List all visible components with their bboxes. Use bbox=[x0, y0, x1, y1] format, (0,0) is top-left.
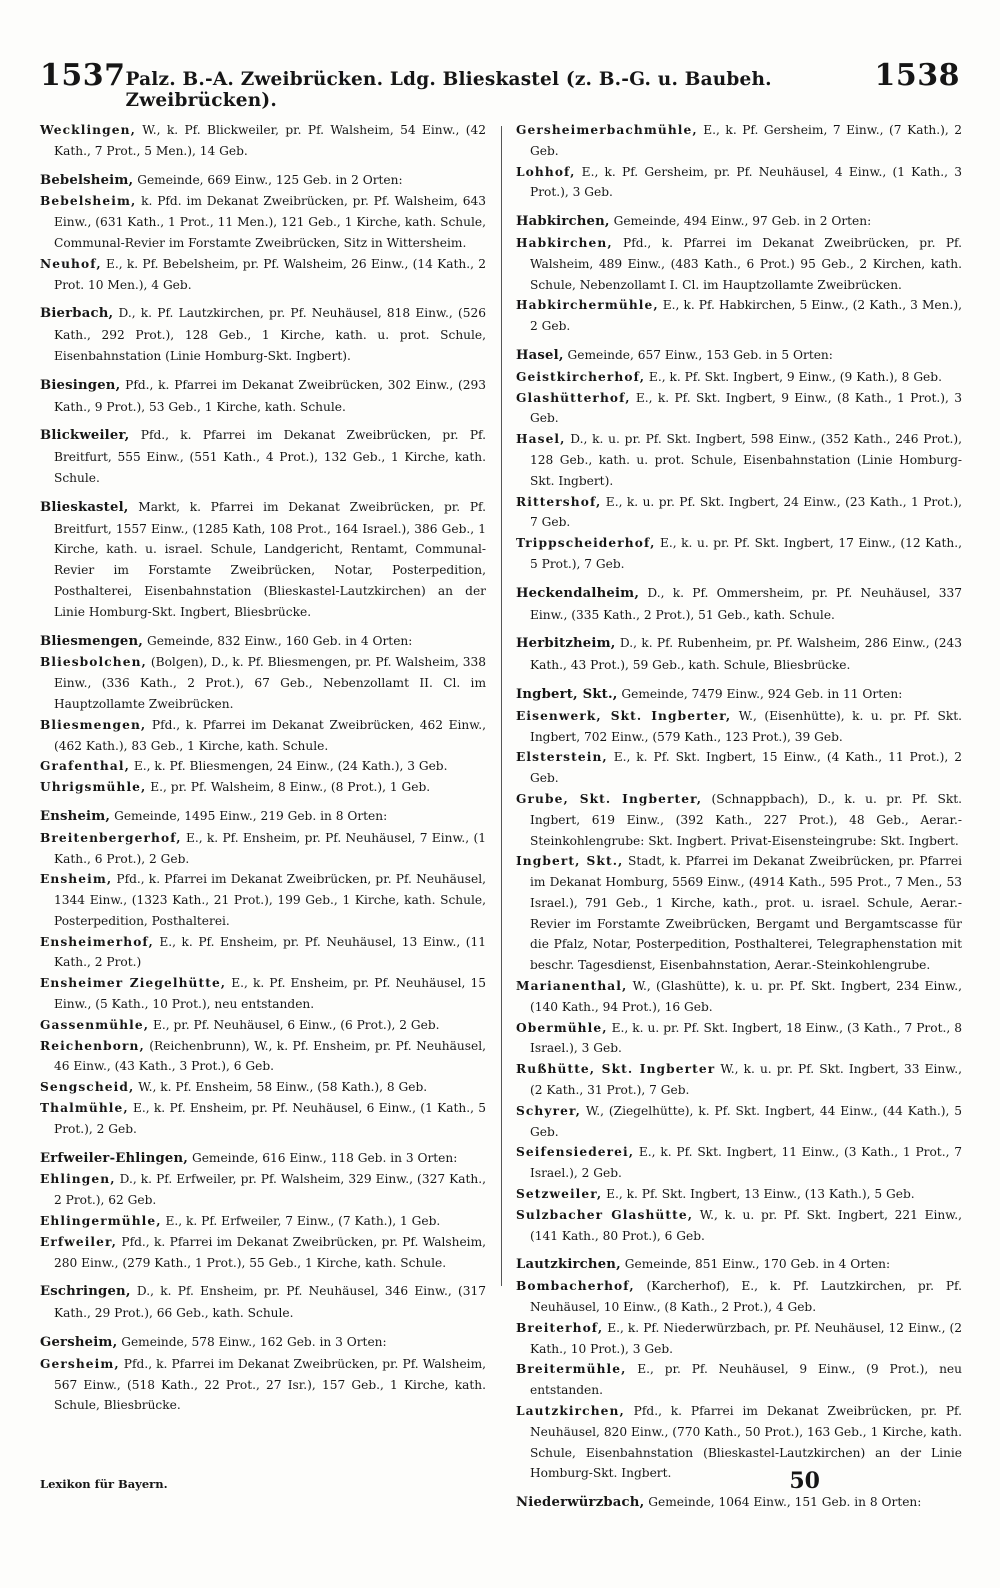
section-entry bbox=[516, 345, 962, 367]
entry-text: E., k. Pf. Skt. Ingbert, 9 Einw., (8 Kath., 1 Prot.), 3 Geb. bbox=[530, 390, 962, 426]
section-entry bbox=[516, 583, 962, 626]
entry-headword: Gersheim, bbox=[40, 1356, 120, 1371]
entry-headword: Sengscheid, bbox=[40, 1080, 135, 1095]
gazetteer-entry bbox=[516, 233, 962, 295]
gazetteer-entry bbox=[516, 1101, 962, 1143]
gazetteer-entry bbox=[516, 388, 962, 430]
entry-text: E., k. Pf. Skt. Ingbert, 15 Einw., (4 Kath., 11 Prot.), 2 Geb. bbox=[530, 750, 962, 786]
entry-headword: Hasel, bbox=[516, 432, 566, 447]
gazetteer-entry bbox=[40, 254, 486, 296]
entry-headword: Ensheimerhof, bbox=[40, 934, 154, 949]
entry-headword: Habkirchen, bbox=[516, 235, 613, 250]
entry-headword: Biesingen, bbox=[40, 377, 121, 393]
entry-text: (Schnappbach), D., k. u. pr. Pf. Skt. Ingbert, 619 Einw., (392 Kath., 227 Prot.), 48 Geb., Aerar.-Steinkohlengrube: Skt. Ingbert. Privat-Eisensteingrube: Skt. Ingbert. bbox=[530, 791, 962, 848]
gazetteer-entry bbox=[40, 777, 486, 798]
entry-headword: Sulzbacher Glashütte, bbox=[516, 1207, 694, 1222]
gazetteer-entry bbox=[516, 1018, 962, 1060]
entry-text: E., k. Pf. Bebelsheim, pr. Pf. Walsheim, 26 Einw., (14 Kath., 2 Prot. 10 Men.), 4 Geb. bbox=[54, 256, 486, 292]
entry-headword: Breiterhof, bbox=[516, 1320, 604, 1335]
entry-text: Gemeinde, 7479 Einw., 924 Geb. in 11 Orten: bbox=[617, 686, 903, 701]
entry-headword: Bombacherhof, bbox=[516, 1279, 635, 1294]
page-footer bbox=[40, 1468, 820, 1494]
entry-text: E., k. Pf. Erfweiler, 7 Einw., (7 Kath.), 1 Geb. bbox=[161, 1214, 441, 1229]
footer-lexicon-label: Lexikon für Bayern. bbox=[40, 1477, 168, 1491]
gazetteer-entry bbox=[40, 1211, 486, 1232]
section-entry bbox=[40, 375, 486, 418]
entry-headword: Thalmühle, bbox=[40, 1101, 129, 1116]
gazetteer-entry bbox=[40, 1169, 486, 1211]
gazetteer-entry bbox=[516, 367, 962, 388]
entry-headword: Hasel, bbox=[516, 347, 564, 363]
entry-text: W., k. Pf. Blickweiler, pr. Pf. Walsheim, 54 Einw., (42 Kath., 7 Prot., 5 Men.), 14 Geb. bbox=[54, 123, 486, 158]
section-entry bbox=[40, 303, 486, 366]
entry-text: D., k. Pf. Erfweiler, pr. Pf. Walsheim, 329 Einw., (327 Kath., 2 Prot.), 62 Geb. bbox=[54, 1172, 486, 1208]
entry-headword: Ehlingermühle, bbox=[40, 1214, 162, 1229]
entry-headword: Breitenbergerhof, bbox=[40, 830, 182, 845]
section-entry bbox=[40, 1148, 486, 1170]
gazetteer-entry bbox=[516, 533, 962, 575]
gazetteer-entry bbox=[40, 1015, 486, 1036]
gazetteer-entry bbox=[516, 1142, 962, 1184]
entry-headword: Obermühle, bbox=[516, 1020, 608, 1035]
entry-text: E., pr. Pf. Walsheim, 8 Einw., (8 Prot.), 1 Geb. bbox=[146, 780, 431, 795]
entry-text: E., k. Pf. Ensheim, pr. Pf. Neuhäusel, 15 Einw., (5 Kath., 10 Prot.), neu entstanden. bbox=[54, 976, 487, 1012]
entry-text: Pfd., k. Pfarrei im Dekanat Zweibrücken, 302 Einw., (293 Kath., 9 Prot.), 53 Geb., 1 Kirche, kath. Schule. bbox=[54, 377, 486, 414]
entry-text: E., k. Pf. Gersheim, 7 Einw., (7 Kath.), 2 Geb. bbox=[530, 123, 962, 158]
entry-headword: Ingbert, Skt., bbox=[516, 686, 618, 702]
gazetteer-entry bbox=[40, 1098, 486, 1140]
entry-text: E., k. Pf. Bliesmengen, 24 Einw., (24 Kath.), 3 Geb. bbox=[129, 759, 448, 774]
entry-text: E., k. Pf. Ensheim, pr. Pf. Neuhäusel, 13 Einw., (11 Kath., 2 Prot.) bbox=[54, 934, 486, 970]
gazetteer-entry bbox=[40, 828, 486, 870]
running-header bbox=[40, 58, 960, 111]
gazetteer-entry bbox=[40, 715, 486, 757]
entry-headword: Uhrigsmühle, bbox=[40, 780, 147, 795]
entry-headword: Niederwürzbach, bbox=[516, 1495, 645, 1511]
entry-text: Markt, k. Pfarrei im Dekanat Zweibrücken, pr. Pf. Breitfurt, 1557 Einw., (1285 Kath, 108 Prot., 164 Israel.), 386 Geb., 1 Kirche, kath. u. israel. Schule, Landgericht, Rentamt, Communal-Revier im Forstamte Zweibrücken, Notar, Posterpedition, Posthalterei, Eisenbahnstation (Blieskastel-Lautzkirchen) an der Linie Homburg-Skt. Ingbert, Bliesbrücke. bbox=[54, 499, 486, 619]
entry-headword: Bebelsheim, bbox=[40, 172, 134, 188]
entry-text: Pfd., k. Pfarrei im Dekanat Zweibrücken, pr. Pf. Walsheim, 489 Einw., (483 Kath., 6 Prot.) 95 Geb., 2 Kirchen, kath. Schule, Nebenzollamt I. Cl. im Hauptzollamte Zweibrücken. bbox=[530, 235, 962, 292]
gazetteer-entry bbox=[516, 747, 962, 789]
section-entry bbox=[40, 425, 486, 488]
gazetteer-entry bbox=[516, 789, 962, 851]
entry-text: E., pr. Pf. Neuhäusel, 9 Einw., (9 Prot.), neu entstanden. bbox=[530, 1362, 962, 1398]
entry-text: D., k. Pf. Ensheim, pr. Pf. Neuhäusel, 346 Einw., (317 Kath., 29 Prot.), 66 Geb., kath. Schule. bbox=[54, 1284, 486, 1321]
entry-headword: Lautzkirchen, bbox=[516, 1404, 625, 1419]
entry-text: E., k. Pf. Ensheim, pr. Pf. Neuhäusel, 6 Einw., (1 Kath., 5 Prot.), 2 Geb. bbox=[54, 1101, 486, 1136]
entry-text: W., k. u. pr. Pf. Skt. Ingbert, 221 Einw., (141 Kath., 80 Prot.), 6 Geb. bbox=[530, 1207, 962, 1243]
entry-headword: Ensheim, bbox=[40, 872, 113, 887]
gazetteer-entry bbox=[516, 851, 962, 976]
gazetteer-entry bbox=[516, 1205, 962, 1247]
gazetteer-entry bbox=[516, 429, 962, 491]
entry-text: E., k. Pf. Skt. Ingbert, 13 Einw., (13 Kath.), 5 Geb. bbox=[602, 1187, 915, 1202]
gazetteer-entry bbox=[516, 1184, 962, 1205]
entry-headword: Marianenthal, bbox=[516, 979, 628, 994]
entry-headword: Ingbert, Skt., bbox=[516, 854, 624, 869]
page-number-right: 1538 bbox=[874, 58, 960, 93]
entry-text: (Reichenbrunn), W., k. Pf. Ensheim, pr. Pf. Neuhäusel, 46 Einw., (43 Kath., 3 Prot.), 6 Geb. bbox=[54, 1038, 486, 1074]
entry-headword: Ensheimer Ziegelhütte, bbox=[40, 976, 227, 991]
entry-text: D., k. u. pr. Pf. Skt. Ingbert, 598 Einw., (352 Kath., 246 Prot.), 128 Geb., kath. u. prot. Schule, Eisenbahnstation (Linie Homburg-Skt. Ingbert). bbox=[530, 432, 962, 488]
entry-text: Gemeinde, 616 Einw., 118 Geb. in 3 Orten: bbox=[188, 1150, 458, 1165]
entry-headword: Geistkircherhof, bbox=[516, 369, 646, 384]
gazetteer-entry bbox=[40, 120, 486, 162]
section-entry bbox=[40, 806, 486, 828]
gazetteer-entry bbox=[40, 973, 486, 1015]
entry-headword: Rittershof, bbox=[516, 494, 602, 509]
gazetteer-entry bbox=[40, 1036, 486, 1078]
entry-text: E., k. u. pr. Pf. Skt. Ingbert, 18 Einw., (3 Kath., 7 Prot., 8 Israel.), 3 Geb. bbox=[530, 1020, 962, 1056]
entry-text: Gemeinde, 669 Einw., 125 Geb. in 2 Orten: bbox=[133, 172, 403, 187]
signature-mark: 50 bbox=[789, 1468, 820, 1494]
gazetteer-entry bbox=[516, 120, 962, 162]
entry-text: Pfd., k. Pfarrei im Dekanat Zweibrücken, pr. Pf. Walsheim, 567 Einw., (518 Kath., 22 Prot., 27 Isr.), 157 Geb., 1 Kirche, kath. Schule, Bliesbrücke. bbox=[54, 1356, 486, 1413]
entry-text: (Karcherhof), E., k. Pf. Lautzkirchen, pr. Pf. Neuhäusel, 10 Einw., (8 Kath., 2 Prot.), 4 Geb. bbox=[530, 1279, 962, 1315]
gazetteer-entry bbox=[40, 1077, 486, 1098]
entry-text: E., k. Pf. Niederwürzbach, pr. Pf. Neuhäusel, 12 Einw., (2 Kath., 10 Prot.), 3 Geb. bbox=[530, 1320, 962, 1356]
entry-headword: Ehlingen, bbox=[40, 1172, 116, 1187]
entry-text: Pfd., k. Pfarrei im Dekanat Zweibrücken, pr. Pf. Breitfurt, 555 Einw., (551 Kath., 4 Prot.), 132 Geb., 1 Kirche, kath. Schule. bbox=[54, 428, 486, 485]
header-title: Palz. B.-A. Zweibrücken. Ldg. Blieskastel (z. B.-G. u. Baubeh. Zweibrücken). bbox=[125, 69, 772, 111]
entry-headword: Lohhof, bbox=[516, 164, 576, 179]
entry-headword: Heckendalheim, bbox=[516, 585, 640, 601]
entry-headword: Glashütterhof, bbox=[516, 390, 631, 405]
gazetteer-entry bbox=[516, 295, 962, 337]
entry-text: E., k. u. pr. Pf. Skt. Ingbert, 17 Einw., (12 Kath., 5 Prot.), 7 Geb. bbox=[530, 536, 962, 571]
entry-text: Gemeinde, 1495 Einw., 219 Geb. in 8 Orten: bbox=[110, 808, 388, 823]
entry-headword: Bliesmengen, bbox=[40, 633, 144, 649]
gazetteer-entry bbox=[516, 1276, 962, 1318]
entry-headword: Wecklingen, bbox=[40, 123, 136, 137]
entry-text: E., k. Pf. Skt. Ingbert, 9 Einw., (9 Kath.), 8 Geb. bbox=[645, 369, 942, 384]
section-entry bbox=[516, 1254, 962, 1276]
entry-text: Stadt, k. Pfarrei im Dekanat Zweibrücken, pr. Pfarrei im Dekanat Homburg, 5569 Einw., (4914 Kath., 595 Prot., 7 Men., 53 Israel.), 791 Geb., 1 Kirche, kath., prot. u. israel. Schule, Aerar.-Revier im Forstamte Zweibrücken, Bergamt und Bergamtscasse für die Pfalz, Notar, Posterpedition, Posthalterei, Telegraphenstation mit beschr. Tagesdienst, Eisenbahnstation, Aerar.-Steinkohlengrube. bbox=[530, 854, 962, 973]
entry-text: Gemeinde, 851 Einw., 170 Geb. in 4 Orten: bbox=[620, 1257, 891, 1272]
section-entry bbox=[516, 1492, 962, 1514]
entry-text: W., k. Pf. Ensheim, 58 Einw., (58 Kath.), 8 Geb. bbox=[134, 1080, 428, 1095]
entry-text: Gemeinde, 1064 Einw., 151 Geb. in 8 Orten: bbox=[644, 1495, 922, 1510]
entry-headword: Setzweiler, bbox=[516, 1187, 603, 1202]
entry-headword: Bebelsheim, bbox=[40, 194, 137, 209]
section-entry bbox=[40, 1332, 486, 1354]
entry-headword: Breitermühle, bbox=[516, 1362, 627, 1377]
entry-text: D., k. Pf. Rubenheim, pr. Pf. Walsheim, 286 Einw., (243 Kath., 43 Prot.), 59 Geb., kath. Schule, Bliesbrücke. bbox=[530, 636, 962, 673]
entry-headword: Seifensiederei, bbox=[516, 1145, 635, 1160]
entry-text: E., k. Pf. Skt. Ingbert, 11 Einw., (3 Kath., 1 Prot., 7 Israel.), 2 Geb. bbox=[530, 1145, 962, 1181]
entry-headword: Gersheimerbachmühle, bbox=[516, 123, 698, 137]
entry-headword: Bierbach, bbox=[40, 306, 114, 322]
gazetteer-entry bbox=[40, 191, 486, 253]
entry-headword: Neuhof, bbox=[40, 256, 102, 271]
entry-text: Gemeinde, 832 Einw., 160 Geb. in 4 Orten: bbox=[143, 633, 413, 648]
entry-headword: Gassenmühle, bbox=[40, 1017, 150, 1032]
entry-text: (Bolgen), D., k. Pf. Bliesmengen, pr. Pf. Walsheim, 338 Einw., (336 Kath., 2 Prot.), 67 Geb., Nebenzollamt II. Cl. im Hauptzollamte Zweibrücken. bbox=[54, 655, 486, 711]
entry-headword: Bliesmengen, bbox=[40, 717, 147, 732]
page-number-left: 1537 bbox=[40, 58, 126, 93]
entry-headword: Eschringen, bbox=[40, 1284, 131, 1300]
entry-headword: Rußhütte, Skt. Ingberter bbox=[516, 1062, 716, 1077]
section-entry bbox=[40, 170, 486, 192]
left-column bbox=[40, 120, 486, 1460]
section-entry bbox=[40, 631, 486, 653]
right-column bbox=[516, 120, 962, 1511]
gazetteer-entry bbox=[40, 1232, 486, 1274]
entry-text: Gemeinde, 657 Einw., 153 Geb. in 5 Orten: bbox=[563, 347, 833, 362]
entry-headword: Erfweiler, bbox=[40, 1234, 117, 1249]
entry-text: Gemeinde, 578 Einw., 162 Geb. in 3 Orten: bbox=[117, 1335, 387, 1350]
gazetteer-entry bbox=[516, 1318, 962, 1360]
entry-text: Pfd., k. Pfarrei im Dekanat Zweibrücken, pr. Pf. Neuhäusel, 820 Einw., (770 Kath., 50 Prot.), 163 Geb., 1 Kirche, kath. Schule, Eisenbahnstation (Blieskastel-Lautzkirchen) an der Linie Homburg-Skt. Ingbert. bbox=[530, 1404, 962, 1481]
entry-text: E., k. Pf. Habkirchen, 5 Einw., (2 Kath., 3 Men.), 2 Geb. bbox=[530, 298, 962, 334]
section-entry bbox=[40, 1281, 486, 1324]
entry-text: D., k. Pf. Ommersheim, pr. Pf. Neuhäusel, 337 Einw., (335 Kath., 2 Prot.), 51 Geb., kath. Schule. bbox=[530, 585, 962, 622]
gazetteer-entry bbox=[516, 976, 962, 1018]
entry-text: Gemeinde, 494 Einw., 97 Geb. in 2 Orten: bbox=[609, 214, 872, 229]
entry-text: W., k. u. pr. Pf. Skt. Ingbert, 33 Einw., (2 Kath., 31 Prot.), 7 Geb. bbox=[530, 1062, 962, 1098]
entry-text: E., k. Pf. Gersheim, pr. Pf. Neuhäusel, 4 Einw., (1 Kath., 3 Prot.), 3 Geb. bbox=[530, 164, 962, 200]
gazetteer-entry bbox=[516, 706, 962, 748]
gazetteer-entry bbox=[40, 1354, 486, 1416]
entry-headword: Herbitzheim, bbox=[516, 636, 616, 652]
entry-headword: Reichenborn, bbox=[40, 1038, 145, 1053]
section-entry bbox=[516, 684, 962, 706]
gazetteer-entry bbox=[516, 162, 962, 204]
entry-headword: Habkirchermühle, bbox=[516, 298, 659, 313]
entry-headword: Grafenthal, bbox=[40, 759, 130, 774]
entry-headword: Grube, Skt. Ingberter, bbox=[516, 791, 703, 806]
entry-text: Pfd., k. Pfarrei im Dekanat Zweibrücken, pr. Pf. Neuhäusel, 1344 Einw., (1323 Kath., 21 Prot.), 199 Geb., 1 Kirche, kath. Schule, Posterpedition, Posthalterei. bbox=[54, 872, 486, 928]
gazetteer-entry bbox=[40, 756, 486, 777]
entry-text: E., k. u. pr. Pf. Skt. Ingbert, 24 Einw., (23 Kath., 1 Prot.), 7 Geb. bbox=[530, 494, 962, 530]
gazetteer-entry bbox=[40, 869, 486, 931]
entry-headword: Elsterstein, bbox=[516, 750, 608, 765]
entry-headword: Lautzkirchen, bbox=[516, 1257, 621, 1273]
gazetteer-entry bbox=[40, 652, 486, 714]
entry-headword: Bliesbolchen, bbox=[40, 655, 147, 670]
gazetteer-entry bbox=[516, 1359, 962, 1401]
entry-headword: Ensheim, bbox=[40, 808, 111, 824]
entry-headword: Blickweiler, bbox=[40, 428, 130, 444]
entry-headword: Schyrer, bbox=[516, 1103, 581, 1118]
gazetteer-entry bbox=[40, 932, 486, 974]
section-entry bbox=[516, 211, 962, 233]
entry-text: W., (Glashütte), k. u. pr. Pf. Skt. Ingbert, 234 Einw., (140 Kath., 94 Prot.), 16 Geb. bbox=[530, 979, 962, 1014]
entry-text: D., k. Pf. Lautzkirchen, pr. Pf. Neuhäusel, 818 Einw., (526 Kath., 292 Prot.), 128 Geb., 1 Kirche, kath. u. prot. Schule, Eisenbahnstation (Linie Homburg-Skt. Ingbert). bbox=[54, 306, 486, 363]
entry-text: k. Pfd. im Dekanat Zweibrücken, pr. Pf. Walsheim, 643 Einw., (631 Kath., 1 Prot., 11 Men.), 121 Geb., 1 Kirche, kath. Schule, Communal-Revier im Forstamte Zweibrücken, Sitz in Wittersheim. bbox=[54, 194, 486, 250]
section-entry bbox=[40, 497, 486, 623]
entry-text: Pfd., k. Pfarrei im Dekanat Zweibrücken, 462 Einw., (462 Kath.), 83 Geb., 1 Kirche, kath. Schule. bbox=[54, 717, 486, 753]
gazetteer-entry bbox=[516, 1059, 962, 1101]
gazetteer-entry bbox=[516, 492, 962, 534]
column-divider bbox=[501, 126, 502, 1286]
entry-headword: Habkirchen, bbox=[516, 214, 610, 230]
entry-text: Pfd., k. Pfarrei im Dekanat Zweibrücken, pr. Pf. Walsheim, 280 Einw., (279 Kath., 1 Prot.), 55 Geb., 1 Kirche, kath. Schule. bbox=[54, 1234, 486, 1270]
entry-text: E., k. Pf. Ensheim, pr. Pf. Neuhäusel, 7 Einw., (1 Kath., 6 Prot.), 2 Geb. bbox=[54, 830, 486, 866]
entry-headword: Eisenwerk, Skt. Ingberter, bbox=[516, 708, 732, 723]
entry-text: W., (Ziegelhütte), k. Pf. Skt. Ingbert, 44 Einw., (44 Kath.), 5 Geb. bbox=[530, 1103, 962, 1139]
section-entry bbox=[516, 633, 962, 676]
entry-headword: Erfweiler-Ehlingen, bbox=[40, 1150, 189, 1166]
entry-headword: Blieskastel, bbox=[40, 499, 129, 515]
entry-headword: Gersheim, bbox=[40, 1335, 118, 1351]
entry-text: E., pr. Pf. Neuhäusel, 6 Einw., (6 Prot.), 2 Geb. bbox=[149, 1017, 440, 1032]
entry-text: W., (Eisenhütte), k. u. pr. Pf. Skt. Ingbert, 702 Einw., (579 Kath., 123 Prot.), 39 Geb. bbox=[530, 708, 962, 744]
entry-headword: Trippscheiderhof, bbox=[516, 536, 656, 551]
